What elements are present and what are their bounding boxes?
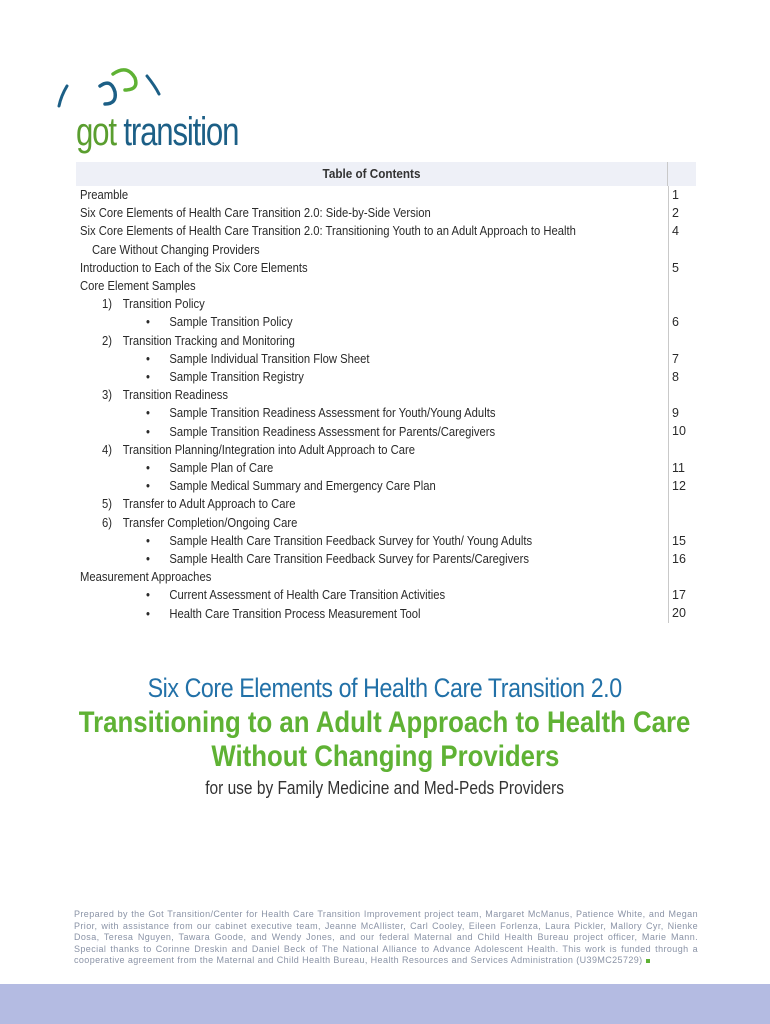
table-of-contents — [76, 162, 696, 623]
toc-row — [80, 313, 668, 331]
toc-page-number: 17 — [672, 588, 686, 603]
toc-row — [80, 241, 668, 259]
toc-row — [80, 605, 668, 623]
toc-page-number — [672, 495, 696, 513]
toc-entry-text: Sample Plan of Care — [169, 461, 274, 476]
logo-swoosh-icon — [55, 58, 230, 118]
toc-row — [80, 568, 668, 586]
logo-got: got — [76, 110, 116, 154]
cover-title: Six Core Elements of Health Care Transition 2.0 — [147, 673, 623, 703]
toc-title: Table of Contents — [322, 166, 421, 181]
toc-entry-text: Six Core Elements of Health Care Transition 2.0: Transitioning Youth to an Adult Approach to Health — [80, 224, 576, 239]
toc-row — [80, 204, 668, 222]
toc-row — [80, 423, 668, 441]
bullet-icon: • — [146, 461, 150, 476]
green-square-icon — [646, 959, 650, 963]
toc-row — [80, 514, 668, 532]
bullet-icon: • — [146, 479, 150, 494]
toc-page-number: 16 — [672, 551, 686, 566]
toc-entry-text: Sample Transition Readiness Assessment for Youth/Young Adults — [169, 406, 496, 421]
bullet-icon: • — [146, 370, 150, 385]
toc-item-number: 5) — [102, 497, 113, 512]
toc-page-number: 20 — [672, 606, 686, 621]
toc-row — [80, 368, 668, 386]
toc-entry-text: Transition Tracking and Monitoring — [122, 333, 295, 348]
toc-entry-text: Transition Policy — [122, 297, 205, 312]
logo-transition: transition — [123, 110, 239, 154]
toc-row — [80, 277, 668, 295]
toc-page-number: 5 — [672, 260, 679, 275]
toc-header — [76, 162, 696, 186]
toc-page-number: 7 — [672, 351, 679, 366]
toc-row — [80, 295, 668, 313]
toc-row — [80, 186, 668, 204]
toc-row — [80, 332, 668, 350]
credits-paragraph: Prepared by the Got Transition/Center for Health Care Transition Improvement project team, Margaret McManus, Patience White, and Megan Prior, with assistance from our cabinet executive team, Jeanne McAllister, Carl Cooley, Eileen Forlenza, Laura Pickler, Mallory Cyr, Nienke Dosa, Teresa Nguyen, Tawara Goode, and Wendy Jones, and our federal Maternal and Child Health Bureau project officer, Marie Mann. Special thanks to Corinne Dreskin and Daniel Beck of The National Alliance to Advance Adolescent Health. This work is funded through a cooperative agreement from the Maternal and Child Health Bureau, Health Resources and Services Administration (U39MC25729) — [74, 909, 698, 966]
toc-page-number — [672, 277, 696, 295]
bullet-icon: • — [146, 351, 150, 366]
cover-subtitle-main — [0, 706, 770, 774]
toc-row — [80, 386, 668, 404]
toc-entry-text: Preamble — [80, 188, 129, 202]
toc-row — [80, 495, 668, 513]
toc-page-number: 11 — [672, 460, 685, 475]
cover-subtitle-line1: Transitioning to an Adult Approach to Health Care — [79, 706, 691, 739]
toc-entry-text: Sample Transition Registry — [169, 370, 304, 385]
toc-entry-text: Measurement Approaches — [80, 570, 212, 585]
toc-row — [80, 441, 668, 459]
toc-row — [80, 586, 668, 604]
toc-row — [80, 550, 668, 568]
toc-page-number: 4 — [672, 224, 679, 239]
toc-page-number — [672, 241, 696, 259]
toc-entry-text: Transition Planning/Integration into Adult Approach to Care — [122, 442, 415, 457]
toc-item-number: 6) — [102, 515, 113, 530]
toc-entry-text: Six Core Elements of Health Care Transition 2.0: Side-by-Side Version — [80, 206, 431, 221]
toc-item-number: 4) — [102, 442, 113, 457]
toc-page-number: 8 — [672, 369, 679, 384]
toc-entries — [76, 186, 668, 623]
toc-entry-text: Health Care Transition Process Measurement Tool — [169, 606, 421, 621]
toc-page-number — [672, 332, 696, 350]
logo-wordmark — [76, 110, 238, 155]
toc-item-number: 3) — [102, 388, 113, 403]
toc-page-number — [672, 386, 696, 404]
toc-entry-text: Sample Individual Transition Flow Sheet — [169, 351, 370, 366]
toc-entry-text: Current Assessment of Health Care Transition Activities — [169, 588, 446, 603]
bullet-icon: • — [146, 606, 150, 621]
toc-page-number: 10 — [672, 424, 686, 439]
toc-entry-text: Care Without Changing Providers — [92, 242, 260, 257]
toc-entry-text: Sample Health Care Transition Feedback Survey for Parents/Caregivers — [169, 552, 529, 567]
toc-page-numbers — [668, 186, 696, 623]
toc-entry-text: Introduction to Each of the Six Core Elements — [80, 260, 308, 275]
bullet-icon: • — [146, 424, 150, 439]
toc-page-number: 9 — [672, 406, 679, 421]
toc-page-number — [672, 441, 696, 459]
toc-entry-text: Sample Medical Summary and Emergency Care Plan — [169, 479, 436, 494]
toc-row — [80, 259, 668, 277]
toc-row — [80, 477, 668, 495]
toc-item-number: 2) — [102, 333, 113, 348]
bullet-icon: • — [146, 588, 150, 603]
toc-entry-text: Transfer Completion/Ongoing Care — [122, 515, 298, 530]
audience-line: for use by Family Medicine and Med-Peds Providers — [205, 778, 565, 798]
toc-entry-text: Core Element Samples — [80, 279, 196, 294]
toc-item-number: 1) — [102, 297, 113, 312]
toc-row — [80, 459, 668, 477]
toc-page-number: 15 — [672, 533, 686, 548]
toc-page-number — [672, 568, 696, 586]
toc-row — [80, 222, 668, 240]
toc-page-number: 1 — [672, 188, 679, 202]
bullet-icon: • — [146, 533, 150, 548]
toc-row — [80, 350, 668, 368]
toc-page-number: 6 — [672, 315, 679, 330]
bullet-icon: • — [146, 552, 150, 567]
bullet-icon: • — [146, 406, 150, 421]
toc-page-number: 12 — [672, 479, 686, 493]
toc-page-number: 2 — [672, 206, 679, 221]
cover-subtitle-line2: Without Changing Providers — [210, 740, 560, 773]
toc-entry-text: Sample Transition Policy — [169, 315, 293, 330]
toc-row — [80, 404, 668, 422]
toc-body — [76, 186, 696, 623]
toc-entry-text: Transfer to Adult Approach to Care — [122, 497, 296, 512]
bullet-icon: • — [146, 315, 150, 330]
toc-page-number — [672, 513, 696, 531]
toc-row — [80, 532, 668, 550]
toc-page-number — [672, 295, 696, 313]
toc-entry-text: Transition Readiness — [122, 388, 228, 403]
toc-entry-text: Sample Transition Readiness Assessment for Parents/Caregivers — [169, 424, 496, 439]
toc-entry-text: Sample Health Care Transition Feedback Survey for Youth/ Young Adults — [169, 533, 533, 548]
footer-band — [0, 984, 770, 1024]
